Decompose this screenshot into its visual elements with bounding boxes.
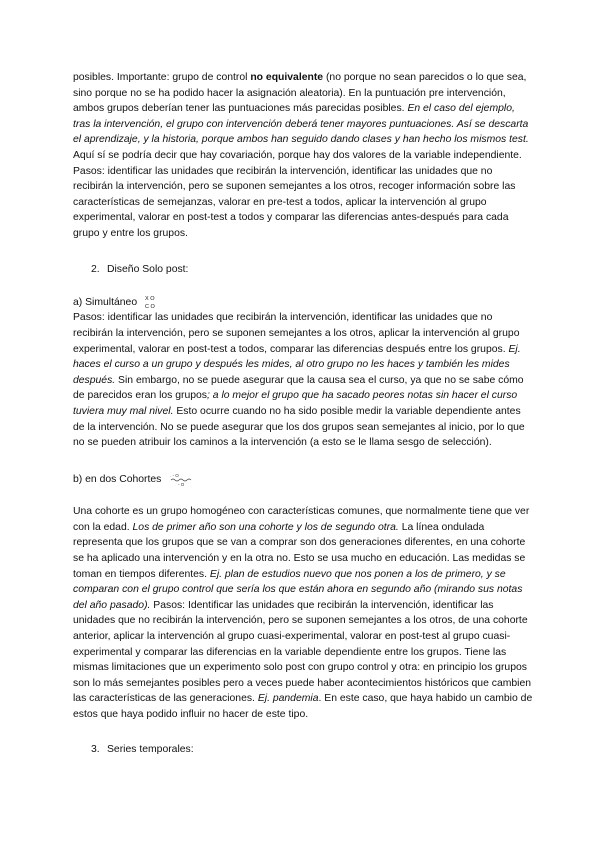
text: Pasos: identificar las unidades que recibirán la intervención, identificar las unidades que no recibirán la intervención, pero se suponen semejantes a los otros, aplicar la intervención al grupo experimental, valorar en post-test a todos, comparar las diferencias después entre los grupos.	[73, 312, 520, 355]
text: La línea ondulada representa que los grupos que se van a comprar son dos generaciones diferentes, en una cohorte se ha aplicado una intervención y en la otra no. Esto se usa mucho en educación. Las medidas se toman en tiempos diferentes.	[73, 521, 526, 580]
notation-bottom: C O	[145, 304, 155, 311]
design-notation-icon	[144, 294, 158, 310]
text: Aquí sí se podría decir que hay covariación, porque hay dos valores de la variable independiente. Pasos: identificar las unidades que recibirán la intervención, identificar las unidades que no recibirán la intervención, pero se suponen semejantes a los otros, recoger información sobre las características de semejanzas, valorar en pre-test a todos, aplicar la intervención al grupo experimental, valorar en post-test a todos y comparar las diferencias antes-después para cada grupo y entre los grupos.	[73, 149, 522, 239]
example-text: Ej. haces el curso a un grupo y después les mides, al otro grupo no les haces y también les mides después.	[73, 343, 521, 386]
text: (no porque no sean parecidos o lo que sea, sino porque no se ha podido hacer la asignación aleatoria). En la puntuación pre intervención, ambos grupos deberían tener las puntuaciones más parecidas posibles.	[73, 72, 527, 115]
example-text: ; a lo mejor el grupo que ha sacado peores notas sin hacer el curso tuviera muy mal nivel.	[73, 390, 518, 418]
paragraph-simultaneo	[73, 310, 533, 450]
example-text: Ej. pandemia	[257, 693, 319, 705]
heading-text: a) Simultáneo	[73, 296, 138, 308]
example-text: Ej. plan de estudios nuevo que nos ponen a los de primero, y se comparan con el grupo control que sería los que están ahora en segundo año (mirando sus notas del año pasado).	[73, 568, 523, 611]
example-text: En el caso del ejemplo, tras la intervención, el grupo con intervención deberá tener mayores puntuaciones. Así se descarta el aprendizaje, y la historia, porque ambos han seguido dando clases y han hecho los mismos test.	[73, 103, 529, 146]
notation-top: X O	[145, 296, 155, 303]
text: . En este caso, que haya habido un cambio de estos que haya podido influir no hacer de este tipo.	[73, 693, 533, 720]
list-number: 3.	[91, 744, 100, 756]
list-item-series-temporales	[73, 742, 533, 758]
heading-cohortes	[73, 471, 533, 487]
bold-text: no equivalente	[250, 72, 324, 83]
heading-simultaneo	[73, 294, 533, 310]
paragraph-nonequivalent-group	[73, 70, 533, 242]
text: Pasos: Identificar las unidades que recibirán la intervención, identificar las unidades que no recibirán la intervención, pero se suponen semejantes a los otros, de una cohorte anterior, aplicar la intervención al grupo cuasi-experimental, valorar en post-test al grupo cuasi-experimental y comparar las diferencias en la variable dependiente entre los grupos. Tiene las mismas limitaciones que un experimento solo post con grupo control y otra: en principio los grupos son lo más semejantes posibles pero a veces puede haber acontecimientos históricos que cambien las características de las generaciones.	[73, 599, 532, 705]
list-item-solo-post	[73, 262, 533, 278]
list-number: 2.	[91, 263, 100, 275]
text: Esto ocurre cuando no ha sido posible medir la variable dependiente antes de la intervención. No se puede asegurar que los dos grupos sean semejantes al inicio, por lo que no se pueden atribuir los caminos a la intervención (a esto se le llama sesgo de selección).	[73, 406, 525, 449]
cohort-notation-icon	[168, 471, 198, 487]
heading-text: b) en dos Cohortes	[73, 473, 162, 485]
paragraph-cohortes	[73, 504, 533, 722]
example-text: Los de primer año son una cohorte y los de segundo otra.	[132, 521, 399, 533]
svg-text:- O: - O	[178, 481, 185, 487]
text: posibles. Importante: grupo de control	[73, 72, 251, 83]
text: Sin embargo, no se puede asegurar que la causa sea el curso, ya que no se sabe cómo de parecidos eran los grupos	[73, 374, 524, 402]
list-label: Diseño Solo post:	[107, 263, 189, 275]
document-page	[73, 70, 533, 758]
text: Una cohorte es un grupo homogéneo con características comunes, que normalmente tiene que ver con la edad.	[73, 506, 530, 533]
list-label: Series temporales:	[107, 744, 194, 756]
svg-text:. - O: . - O	[170, 472, 180, 478]
